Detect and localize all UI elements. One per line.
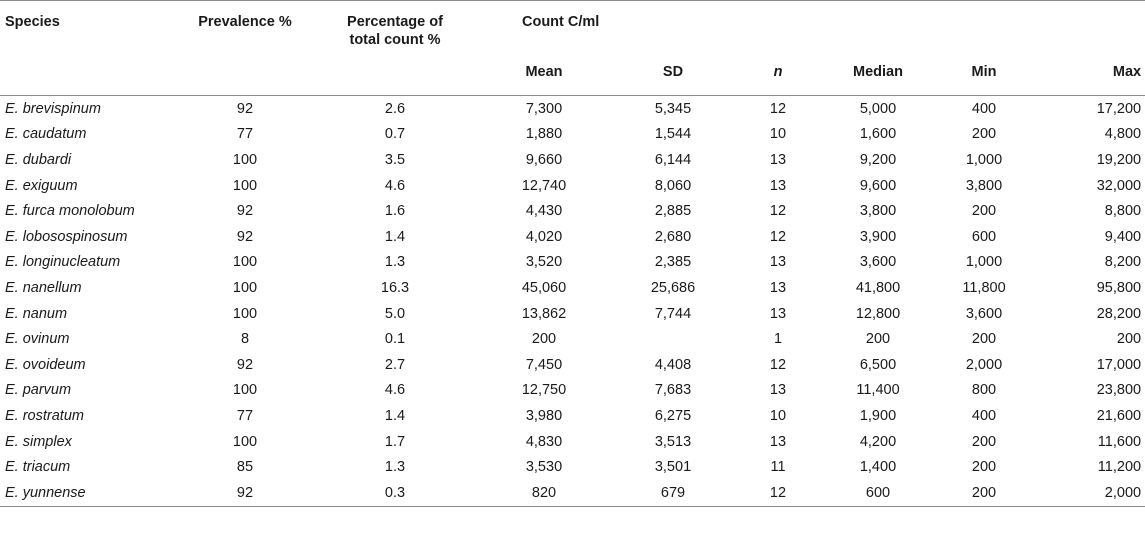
cell-median: 6,500 xyxy=(859,356,897,373)
cell-sd: 8,060 xyxy=(654,177,692,194)
cell-mean: 7,300 xyxy=(525,100,563,117)
table-row xyxy=(0,378,1145,404)
table-body xyxy=(0,96,1145,507)
cell-species: E. furca monolobum xyxy=(5,203,135,220)
cell-min: 1,000 xyxy=(965,254,1003,271)
cell-median: 12,800 xyxy=(855,305,901,322)
cell-prevalence: 100 xyxy=(232,254,258,271)
header-max: Max xyxy=(1035,53,1145,96)
cell-sd: 6,144 xyxy=(654,151,692,168)
header-count: Count C/ml xyxy=(475,1,1145,54)
cell-percentage: 4.6 xyxy=(384,382,406,399)
cell-prevalence: 92 xyxy=(236,356,254,373)
cell-mean: 200 xyxy=(531,331,557,348)
cell-mean: 3,520 xyxy=(525,254,563,271)
cell-percentage: 1.4 xyxy=(384,407,406,424)
cell-mean: 820 xyxy=(475,480,613,506)
cell-mean: 4,830 xyxy=(525,433,563,450)
table-row xyxy=(0,301,1145,327)
cell-max: 21,600 xyxy=(1096,407,1142,424)
cell-mean: 12,750 xyxy=(521,382,567,399)
cell-min: 200 xyxy=(971,126,997,143)
cell-species: E. yunnense xyxy=(0,480,175,506)
cell-species: E. nanum xyxy=(5,305,68,322)
cell-mean: 12,740 xyxy=(521,177,567,194)
table-header xyxy=(0,1,1145,96)
cell-n: 13 xyxy=(769,433,787,450)
header-percentage: Percentage of total count % xyxy=(315,1,475,54)
header-median: Median xyxy=(823,53,933,96)
header-min: Min xyxy=(933,53,1035,96)
header-sd: SD xyxy=(613,53,733,96)
cell-sd: 25,686 xyxy=(650,279,696,296)
cell-mean: 13,862 xyxy=(521,305,567,322)
cell-mean: 4,430 xyxy=(525,203,563,220)
cell-min: 200 xyxy=(971,433,997,450)
cell-min: 3,600 xyxy=(965,305,1003,322)
cell-n: 13 xyxy=(769,305,787,322)
cell-median: 5,000 xyxy=(859,100,897,117)
cell-percentage: 1.4 xyxy=(384,228,406,245)
cell-min: 3,800 xyxy=(965,177,1003,194)
cell-n: 1 xyxy=(773,331,783,348)
cell-n: 10 xyxy=(769,126,787,143)
cell-max: 8,200 xyxy=(1104,254,1142,271)
header-prevalence: Prevalence % xyxy=(175,1,315,54)
cell-min: 2,000 xyxy=(965,356,1003,373)
table-row xyxy=(0,173,1145,199)
cell-median: 9,600 xyxy=(859,177,897,194)
cell-max: 17,000 xyxy=(1096,356,1142,373)
cell-mean: 9,660 xyxy=(525,151,563,168)
cell-max: 2,000 xyxy=(1035,480,1145,506)
table-row xyxy=(0,326,1145,352)
cell-median: 9,200 xyxy=(859,151,897,168)
cell-percentage: 5.0 xyxy=(384,305,406,322)
cell-mean: 3,980 xyxy=(525,407,563,424)
cell-sd: 7,683 xyxy=(654,382,692,399)
cell-sd: 2,385 xyxy=(654,254,692,271)
cell-n: 13 xyxy=(769,254,787,271)
table-row xyxy=(0,198,1145,224)
cell-min: 800 xyxy=(971,382,997,399)
cell-percentage: 0.7 xyxy=(384,126,406,143)
cell-median: 600 xyxy=(823,480,933,506)
cell-sd: 3,501 xyxy=(654,459,692,476)
cell-median: 1,400 xyxy=(859,459,897,476)
cell-species: E. ovinum xyxy=(5,331,70,348)
cell-median: 200 xyxy=(865,331,891,348)
cell-min: 200 xyxy=(971,331,997,348)
cell-n: 13 xyxy=(769,279,787,296)
cell-percentage: 0.1 xyxy=(384,331,406,348)
cell-min: 400 xyxy=(971,407,997,424)
table-row xyxy=(0,403,1145,429)
cell-max: 8,800 xyxy=(1104,203,1142,220)
cell-max: 95,800 xyxy=(1096,279,1142,296)
cell-sd xyxy=(613,326,733,352)
cell-min: 200 xyxy=(971,203,997,220)
cell-prevalence: 100 xyxy=(232,305,258,322)
cell-min: 600 xyxy=(971,228,997,245)
cell-n: 12 xyxy=(769,203,787,220)
cell-prevalence: 92 xyxy=(175,480,315,506)
cell-mean: 1,880 xyxy=(525,126,563,143)
cell-species: E. dubardi xyxy=(5,151,72,168)
cell-sd: 3,513 xyxy=(654,433,692,450)
cell-species: E. brevispinum xyxy=(5,100,101,117)
cell-mean: 4,020 xyxy=(525,228,563,245)
cell-percentage: 2.7 xyxy=(384,356,406,373)
cell-median: 11,400 xyxy=(856,382,900,399)
cell-species: E. exiguum xyxy=(5,177,78,194)
cell-max: 11,200 xyxy=(1097,459,1142,476)
cell-species: E. triacum xyxy=(5,459,71,476)
cell-n: 12 xyxy=(733,480,823,506)
cell-prevalence: 100 xyxy=(232,177,258,194)
cell-prevalence: 92 xyxy=(236,203,254,220)
cell-species: E. lobosospinosum xyxy=(5,228,128,245)
cell-n: 13 xyxy=(769,151,787,168)
header-species: Species xyxy=(0,1,175,54)
cell-median: 41,800 xyxy=(855,279,901,296)
table-row xyxy=(0,122,1145,148)
table-row xyxy=(0,275,1145,301)
cell-species: E. longinucleatum xyxy=(5,254,121,271)
cell-mean: 3,530 xyxy=(525,459,563,476)
cell-prevalence: 92 xyxy=(236,228,254,245)
cell-max: 32,000 xyxy=(1096,177,1142,194)
cell-percentage: 4.6 xyxy=(384,177,406,194)
cell-percentage: 0.3 xyxy=(315,480,475,506)
cell-sd: 6,275 xyxy=(654,407,692,424)
cell-max: 200 xyxy=(1116,331,1142,348)
cell-sd: 2,885 xyxy=(654,203,692,220)
cell-species: E. rostratum xyxy=(5,407,84,424)
cell-species: E. parvum xyxy=(5,382,72,399)
cell-min: 11,800 xyxy=(962,279,1006,296)
cell-species: E. nanellum xyxy=(5,279,82,296)
cell-prevalence: 100 xyxy=(232,433,258,450)
cell-n: 11 xyxy=(770,459,786,476)
cell-sd: 1,544 xyxy=(654,126,692,143)
cell-max: 19,200 xyxy=(1096,151,1142,168)
cell-prevalence: 85 xyxy=(236,459,254,476)
cell-median: 3,800 xyxy=(859,203,897,220)
cell-sd: 5,345 xyxy=(654,100,692,117)
table-row xyxy=(0,429,1145,455)
cell-min: 200 xyxy=(933,480,1035,506)
cell-median: 4,200 xyxy=(859,433,897,450)
header-n: n xyxy=(733,53,823,96)
cell-median: 3,900 xyxy=(859,228,897,245)
cell-prevalence: 77 xyxy=(236,126,254,143)
cell-percentage: 1.3 xyxy=(384,254,406,271)
cell-median: 3,600 xyxy=(859,254,897,271)
cell-min: 200 xyxy=(971,459,997,476)
cell-max: 11,600 xyxy=(1097,433,1142,450)
cell-percentage: 3.5 xyxy=(384,151,406,168)
cell-n: 12 xyxy=(769,356,787,373)
cell-n: 10 xyxy=(769,407,787,424)
cell-mean: 7,450 xyxy=(525,356,563,373)
header-mean: Mean xyxy=(475,53,613,96)
cell-n: 12 xyxy=(769,228,787,245)
table-row xyxy=(0,147,1145,173)
cell-max: 4,800 xyxy=(1104,126,1142,143)
cell-max: 9,400 xyxy=(1104,228,1142,245)
cell-prevalence: 8 xyxy=(240,331,250,348)
cell-min: 1,000 xyxy=(965,151,1003,168)
cell-sd: 7,744 xyxy=(654,305,692,322)
cell-species: E. simplex xyxy=(5,433,72,450)
cell-median: 1,600 xyxy=(859,126,897,143)
cell-max: 23,800 xyxy=(1096,382,1142,399)
cell-species: E. ovoideum xyxy=(5,356,86,373)
cell-min: 400 xyxy=(971,100,997,117)
cell-percentage: 16.3 xyxy=(380,279,410,296)
table-row xyxy=(0,454,1145,480)
cell-max: 17,200 xyxy=(1096,100,1142,117)
cell-percentage: 1.6 xyxy=(384,203,406,220)
cell-n: 12 xyxy=(769,100,787,117)
cell-n: 13 xyxy=(769,382,787,399)
table-row xyxy=(0,224,1145,250)
cell-percentage: 2.6 xyxy=(384,100,406,117)
table-row xyxy=(0,352,1145,378)
cell-prevalence: 92 xyxy=(236,100,254,117)
cell-species: E. caudatum xyxy=(5,126,87,143)
cell-percentage: 1.3 xyxy=(384,459,406,476)
cell-median: 1,900 xyxy=(859,407,897,424)
cell-max: 28,200 xyxy=(1096,305,1142,322)
table-row xyxy=(0,96,1145,122)
cell-sd: 679 xyxy=(613,480,733,506)
cell-prevalence: 100 xyxy=(232,151,258,168)
cell-prevalence: 100 xyxy=(232,382,258,399)
cell-sd: 2,680 xyxy=(654,228,692,245)
cell-mean: 45,060 xyxy=(521,279,567,296)
cell-sd: 4,408 xyxy=(654,356,692,373)
cell-prevalence: 100 xyxy=(232,279,258,296)
cell-n: 13 xyxy=(769,177,787,194)
table-row xyxy=(0,250,1145,276)
table-row xyxy=(0,480,1145,506)
cell-prevalence: 77 xyxy=(236,407,254,424)
cell-percentage: 1.7 xyxy=(384,433,406,450)
